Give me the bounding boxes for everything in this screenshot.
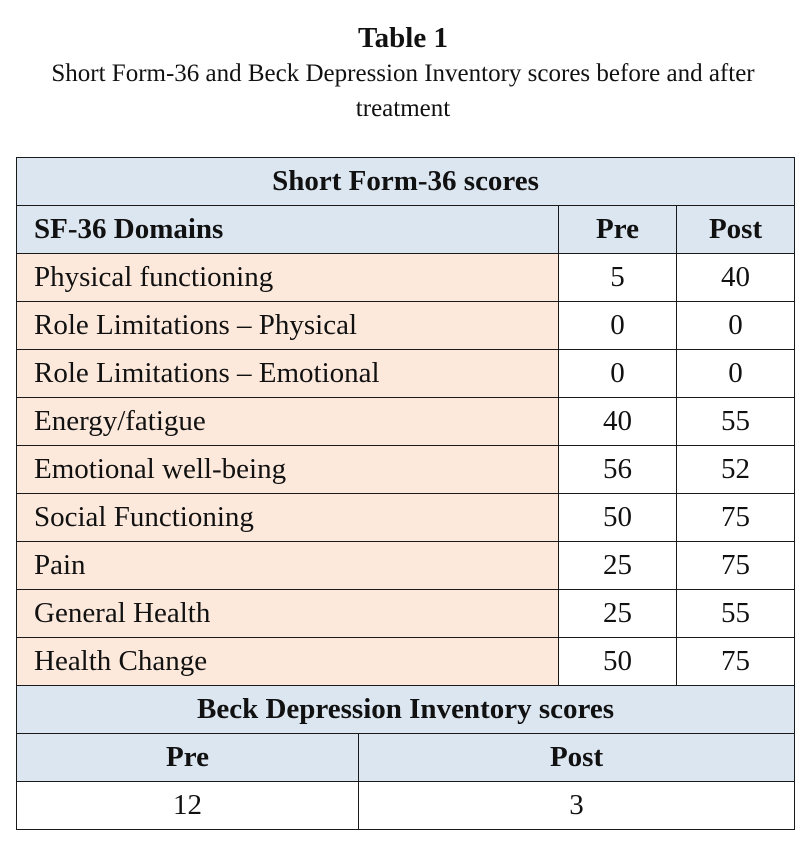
table-row <box>17 590 795 638</box>
table-label: Table 1 <box>358 22 448 54</box>
pre-score-cell: 25 <box>559 590 677 638</box>
post-score-cell: 55 <box>677 398 795 446</box>
table-caption <box>0 20 806 126</box>
bdi-section-row <box>17 686 795 734</box>
table-row <box>17 350 795 398</box>
domain-cell: General Health <box>17 590 559 638</box>
bdi-post-header: Post <box>359 734 795 782</box>
bdi-section-title: Beck Depression Inventory scores <box>17 686 795 734</box>
pre-score-cell: 56 <box>559 446 677 494</box>
table-row <box>17 398 795 446</box>
bdi-value-row <box>17 782 795 830</box>
table-row <box>17 254 795 302</box>
post-score-cell: 75 <box>677 542 795 590</box>
post-score-cell: 55 <box>677 590 795 638</box>
post-score-cell: 40 <box>677 254 795 302</box>
pre-score-cell: 0 <box>559 350 677 398</box>
table-row <box>17 446 795 494</box>
post-score-cell: 52 <box>677 446 795 494</box>
pre-score-cell: 0 <box>559 302 677 350</box>
bdi-post-score: 3 <box>359 782 795 830</box>
domain-cell: Physical functioning <box>17 254 559 302</box>
pre-score-cell: 50 <box>559 494 677 542</box>
table-row <box>17 302 795 350</box>
pre-score-cell: 40 <box>559 398 677 446</box>
sf36-section-title: Short Form-36 scores <box>17 158 795 206</box>
domain-cell: Energy/fatigue <box>17 398 559 446</box>
bdi-header-row <box>17 734 795 782</box>
table-title: Short Form-36 and Beck Depression Inventory scores before and after treatment <box>51 60 755 122</box>
domain-cell: Role Limitations – Physical <box>17 302 559 350</box>
pre-score-cell: 5 <box>559 254 677 302</box>
post-score-cell: 0 <box>677 302 795 350</box>
pre-score-cell: 50 <box>559 638 677 686</box>
scores-table <box>16 157 795 830</box>
sf36-pre-header: Pre <box>559 206 677 254</box>
sf36-post-header: Post <box>677 206 795 254</box>
bdi-pre-header: Pre <box>17 734 359 782</box>
domain-cell: Role Limitations – Emotional <box>17 350 559 398</box>
table-row <box>17 494 795 542</box>
post-score-cell: 0 <box>677 350 795 398</box>
pre-score-cell: 25 <box>559 542 677 590</box>
sf36-header-row <box>17 206 795 254</box>
bdi-pre-score: 12 <box>17 782 359 830</box>
domain-cell: Social Functioning <box>17 494 559 542</box>
table-row <box>17 542 795 590</box>
domain-cell: Emotional well-being <box>17 446 559 494</box>
post-score-cell: 75 <box>677 638 795 686</box>
domain-cell: Health Change <box>17 638 559 686</box>
post-score-cell: 75 <box>677 494 795 542</box>
domain-cell: Pain <box>17 542 559 590</box>
sf36-domain-header: SF-36 Domains <box>17 206 559 254</box>
table-row <box>17 638 795 686</box>
sf36-section-row <box>17 158 795 206</box>
